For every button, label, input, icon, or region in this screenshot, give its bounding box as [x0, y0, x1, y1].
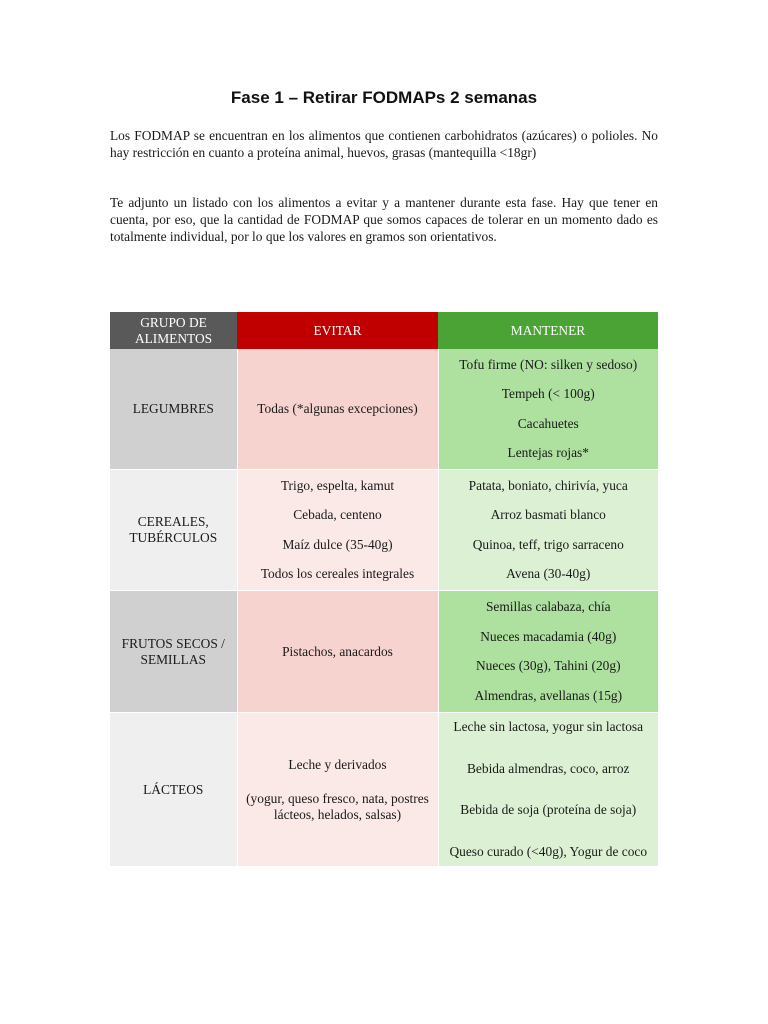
- avoid-item: Leche y derivados: [288, 756, 387, 772]
- group-cell: LEGUMBRES: [110, 349, 237, 470]
- group-cell: CEREALES, TUBÉRCULOS: [110, 470, 237, 591]
- keep-item: Lentejas rojas*: [507, 444, 589, 460]
- group-cell: FRUTOS SECOS / SEMILLAS: [110, 591, 237, 713]
- avoid-cell: [237, 713, 438, 867]
- note-paragraph: Te adjunto un listado con los alimentos a evitar y a mantener durante esta fase. Hay que tener en cuenta, por eso, que la cantidad de FODMAP que somos capaces de tolerar en un momento dado es totalmente individual, por lo que los valores en gramos son orientativos.: [110, 195, 658, 244]
- keep-item: Nueces macadamia (40g): [480, 628, 617, 644]
- table-row-cereales: [110, 470, 658, 591]
- avoid-item: Pistachos, anacardos: [282, 643, 393, 659]
- avoid-item: Todas (*algunas excepciones): [257, 401, 418, 416]
- keep-item: Bebida de soja (proteína de soja): [460, 802, 637, 818]
- group-cell: LÁCTEOS: [110, 713, 237, 867]
- table-row-legumbres: [110, 349, 658, 470]
- intro-paragraph: Los FODMAP se encuentran en los alimentos que contienen carbohidratos (azúcares) o polioles. No hay restricción en cuanto a proteína animal, huevos, grasas (mantequilla <18gr): [110, 128, 658, 160]
- keep-item: Tempeh (< 100g): [501, 386, 595, 402]
- keep-item: Avena (30-40g): [506, 565, 591, 581]
- keep-item: Cacahuetes: [517, 415, 579, 431]
- keep-item: Bebida almendras, coco, arroz: [467, 760, 630, 776]
- keep-item: Arroz basmati blanco: [490, 507, 606, 523]
- table-header-row: [110, 312, 658, 349]
- keep-item: Nueces (30g), Tahini (20g): [475, 658, 621, 674]
- avoid-item: Trigo, espelta, kamut: [280, 478, 395, 493]
- keep-cell: [438, 349, 658, 470]
- keep-item: Tofu firme (NO: silken y sedoso): [459, 357, 638, 372]
- keep-cell: [438, 470, 658, 591]
- fodmap-food-table: [110, 312, 658, 867]
- avoid-item: Cebada, centeno: [293, 507, 382, 523]
- header-avoid: EVITAR: [237, 312, 438, 349]
- header-group: GRUPO DE ALIMENTOS: [110, 312, 237, 349]
- keep-item: Semillas calabaza, chía: [485, 599, 611, 614]
- table-row-lacteos: [110, 713, 658, 867]
- page-title: Fase 1 – Retirar FODMAPs 2 semanas: [230, 88, 538, 107]
- keep-item: Quinoa, teff, trigo sarraceno: [472, 536, 624, 552]
- keep-item: Queso curado (<40g), Yogur de coco: [449, 843, 648, 859]
- avoid-item-detail: (yogur, queso fresco, nata, postres lácteos, helados, salsas): [246, 790, 429, 822]
- avoid-cell: [237, 591, 438, 713]
- avoid-cell: [237, 349, 438, 470]
- table-row-frutos-secos: [110, 591, 658, 713]
- keep-item: Almendras, avellanas (15g): [474, 687, 623, 703]
- keep-item: Leche sin lactosa, yogur sin lactosa: [453, 719, 644, 734]
- avoid-item: Maíz dulce (35-40g): [282, 536, 393, 552]
- avoid-item: Todos los cereales integrales: [260, 565, 415, 581]
- keep-cell: [438, 713, 658, 867]
- keep-item: Patata, boniato, chirivía, yuca: [468, 478, 628, 493]
- keep-cell: [438, 591, 658, 713]
- avoid-cell: [237, 470, 438, 591]
- header-keep: MANTENER: [438, 312, 658, 349]
